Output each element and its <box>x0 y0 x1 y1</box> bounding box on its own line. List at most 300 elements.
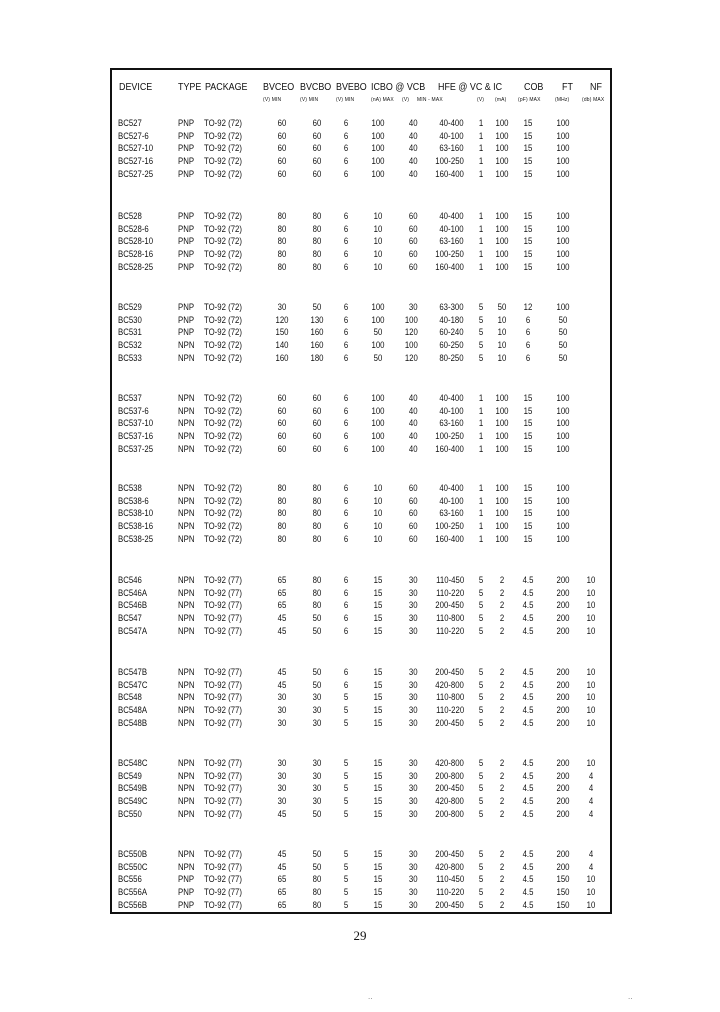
cell-package: TO-92 (77) <box>204 575 242 586</box>
datasheet-table <box>110 68 612 914</box>
cell-hfe: 200-450 <box>435 783 464 795</box>
cell-bvebo: 6 <box>343 156 349 168</box>
table-row <box>112 406 610 418</box>
cell-device: BC549C <box>118 796 148 808</box>
cell-hfe: 110-220 <box>435 625 464 637</box>
table-row <box>112 900 610 912</box>
cell-device: BC547 <box>118 613 142 625</box>
cell-icbo: 100 <box>371 340 385 352</box>
cell-ft: 200 <box>556 808 570 820</box>
cell-ic: 2 <box>499 692 505 704</box>
cell-hfe: 40-400 <box>439 211 464 222</box>
cell-icbo: 15 <box>373 899 383 911</box>
cell-package: TO-92 (72) <box>204 495 242 507</box>
cell-cob: 15 <box>523 118 533 129</box>
cell-vc: 1 <box>478 168 484 180</box>
cell-ic: 100 <box>495 143 509 155</box>
cell-cob: 15 <box>523 533 533 545</box>
cell-package: TO-92 (72) <box>204 352 242 364</box>
cell-package: TO-92 (72) <box>204 223 242 235</box>
cell-bvceo: 45 <box>277 667 287 678</box>
cell-bvceo: 80 <box>277 483 287 494</box>
cell-package: TO-92 (77) <box>204 600 242 612</box>
cell-type: NPN <box>178 796 195 808</box>
cell-hfe: 200-450 <box>435 899 464 911</box>
cell-cob: 4.5 <box>522 849 534 860</box>
cell-cob: 6 <box>525 352 531 364</box>
cell-hfe: 110-220 <box>435 587 464 599</box>
cell-vc: 5 <box>478 327 484 339</box>
cell-type: NPN <box>178 625 195 637</box>
cell-device: BC528-10 <box>118 236 154 248</box>
cell-icbo: 15 <box>373 705 383 717</box>
cell-vcb: 60 <box>409 223 418 235</box>
cell-ic: 10 <box>497 327 507 339</box>
cell-bvcbo: 50 <box>312 613 322 625</box>
cell-type: NPN <box>178 533 195 545</box>
cell-bvceo: 80 <box>277 495 287 507</box>
table-row <box>112 249 610 261</box>
table-row <box>112 224 610 236</box>
scan-speck: .. <box>368 992 373 1001</box>
cell-package: TO-92 (77) <box>204 887 242 899</box>
table-row <box>112 393 610 405</box>
cell-ft: 200 <box>556 667 570 678</box>
cell-ic: 2 <box>499 874 505 886</box>
cell-ft: 100 <box>556 521 570 533</box>
cell-bvebo: 5 <box>343 717 349 729</box>
cell-package: TO-92 (77) <box>204 899 242 911</box>
cell-hfe: 420-800 <box>435 679 464 691</box>
cell-package: TO-92 (77) <box>204 849 242 860</box>
cell-package: TO-92 (77) <box>204 679 242 691</box>
cell-package: TO-92 (77) <box>204 705 242 717</box>
cell-vc: 1 <box>478 495 484 507</box>
cell-device: BC537-25 <box>118 443 154 455</box>
cell-vc: 1 <box>478 508 484 520</box>
cell-vc: 5 <box>478 874 484 886</box>
cell-bvcbo: 80 <box>312 223 322 235</box>
cell-icbo: 100 <box>371 314 385 326</box>
cell-cob: 4.5 <box>522 625 534 637</box>
cell-vcb: 120 <box>404 327 418 339</box>
table-row <box>112 340 610 352</box>
cell-type: PNP <box>178 211 195 222</box>
cell-icbo: 15 <box>373 575 383 586</box>
cell-bvebo: 5 <box>343 692 349 704</box>
cell-ic: 2 <box>499 796 505 808</box>
cell-bvceo: 45 <box>277 849 287 860</box>
header-package: PACKAGE <box>205 81 248 93</box>
cell-ic: 10 <box>497 352 507 364</box>
cell-package: TO-92 (72) <box>204 211 242 222</box>
cell-vc: 5 <box>478 861 484 873</box>
cell-device: BC550B <box>118 849 148 860</box>
cell-hfe: 60-250 <box>439 340 464 352</box>
cell-bvceo: 60 <box>277 156 287 168</box>
table-row <box>112 262 610 274</box>
cell-bvcbo: 60 <box>312 431 322 443</box>
cell-vc: 5 <box>478 808 484 820</box>
cell-type: PNP <box>178 249 195 261</box>
cell-cob: 4.5 <box>522 705 534 717</box>
cell-vcb: 30 <box>409 625 418 637</box>
table-row <box>112 758 610 770</box>
cell-vcb: 40 <box>409 156 418 168</box>
cell-icbo: 15 <box>373 874 383 886</box>
cell-ft: 200 <box>556 796 570 808</box>
cell-vc: 5 <box>478 679 484 691</box>
cell-icbo: 10 <box>373 508 383 520</box>
unit-bvcbo: (V) MIN <box>300 97 319 103</box>
cell-bvebo: 6 <box>343 667 349 678</box>
cell-icbo: 100 <box>371 156 385 168</box>
cell-bvceo: 65 <box>277 887 287 899</box>
cell-ic: 100 <box>495 168 509 180</box>
cell-package: TO-92 (77) <box>204 808 242 820</box>
cell-icbo: 15 <box>373 849 383 860</box>
cell-cob: 15 <box>523 168 533 180</box>
cell-package: TO-92 (77) <box>204 861 242 873</box>
cell-bvceo: 80 <box>277 236 287 248</box>
cell-icbo: 10 <box>373 261 383 273</box>
table-row <box>112 600 610 612</box>
table-row <box>112 236 610 248</box>
header-ft: FT <box>562 81 573 93</box>
cell-bvceo: 80 <box>277 508 287 520</box>
cell-bvceo: 80 <box>277 261 287 273</box>
cell-bvcbo: 80 <box>312 899 322 911</box>
cell-cob: 15 <box>523 431 533 443</box>
cell-vc: 1 <box>478 405 484 417</box>
cell-type: NPN <box>178 575 195 586</box>
cell-package: TO-92 (77) <box>204 692 242 704</box>
cell-ic: 100 <box>495 431 509 443</box>
cell-bvcbo: 30 <box>312 783 322 795</box>
cell-ic: 10 <box>497 340 507 352</box>
cell-device: BC528-16 <box>118 249 154 261</box>
cell-bvebo: 6 <box>343 625 349 637</box>
table-row <box>112 626 610 638</box>
cell-device: BC550 <box>118 808 142 820</box>
cell-vcb: 30 <box>409 861 418 873</box>
cell-bvceo: 140 <box>275 340 289 352</box>
cell-vc: 1 <box>478 211 484 222</box>
cell-bvebo: 6 <box>343 249 349 261</box>
cell-vc: 5 <box>478 352 484 364</box>
cell-nf: 4 <box>588 770 594 782</box>
cell-hfe: 200-450 <box>435 717 464 729</box>
cell-device: BC546B <box>118 600 148 612</box>
cell-package: TO-92 (72) <box>204 393 242 404</box>
cell-icbo: 15 <box>373 758 383 769</box>
cell-vcb: 60 <box>409 249 418 261</box>
cell-type: NPN <box>178 340 195 352</box>
cell-vcb: 60 <box>409 521 418 533</box>
cell-device: BC546A <box>118 587 148 599</box>
cell-bvcbo: 30 <box>312 796 322 808</box>
cell-vcb: 30 <box>409 758 418 769</box>
cell-ft: 100 <box>556 211 570 222</box>
cell-bvceo: 65 <box>277 874 287 886</box>
cell-icbo: 15 <box>373 796 383 808</box>
cell-bvceo: 80 <box>277 521 287 533</box>
cell-vcb: 60 <box>409 495 418 507</box>
cell-device: BC537-6 <box>118 405 149 417</box>
cell-type: PNP <box>178 874 195 886</box>
cell-device: BC538-10 <box>118 508 154 520</box>
cell-type: NPN <box>178 352 195 364</box>
cell-hfe: 420-800 <box>435 796 464 808</box>
cell-vcb: 100 <box>404 340 418 352</box>
cell-ft: 100 <box>556 302 570 313</box>
cell-cob: 4.5 <box>522 587 534 599</box>
cell-bvcbo: 60 <box>312 405 322 417</box>
cell-type: PNP <box>178 118 195 129</box>
cell-hfe: 420-800 <box>435 758 464 769</box>
cell-icbo: 15 <box>373 600 383 612</box>
cell-cob: 4.5 <box>522 887 534 899</box>
cell-package: TO-92 (72) <box>204 327 242 339</box>
cell-bvebo: 6 <box>343 261 349 273</box>
cell-cob: 15 <box>523 236 533 248</box>
cell-nf: 10 <box>586 575 596 586</box>
cell-type: PNP <box>178 168 195 180</box>
table-row <box>112 483 610 495</box>
cell-nf: 10 <box>586 692 596 704</box>
cell-ft: 150 <box>556 874 570 886</box>
cell-bvceo: 120 <box>275 314 289 326</box>
cell-type: NPN <box>178 667 195 678</box>
cell-package: TO-92 (77) <box>204 587 242 599</box>
page-number: 29 <box>353 928 367 943</box>
header-bvcbo: BVCBO <box>300 81 332 93</box>
cell-hfe: 40-100 <box>439 223 464 235</box>
cell-type: NPN <box>178 483 195 494</box>
cell-vc: 5 <box>478 796 484 808</box>
table-row <box>112 887 610 899</box>
cell-bvebo: 5 <box>343 783 349 795</box>
cell-ic: 100 <box>495 521 509 533</box>
cell-vcb: 30 <box>409 808 418 820</box>
cell-bvceo: 80 <box>277 249 287 261</box>
table-row <box>112 353 610 365</box>
cell-bvceo: 45 <box>277 861 287 873</box>
cell-bvcbo: 60 <box>312 143 322 155</box>
cell-package: TO-92 (72) <box>204 443 242 455</box>
cell-device: BC527-16 <box>118 156 154 168</box>
cell-vc: 1 <box>478 223 484 235</box>
cell-package: TO-92 (72) <box>204 418 242 430</box>
cell-type: NPN <box>178 770 195 782</box>
cell-device: BC537-16 <box>118 431 154 443</box>
unit-ic: (mA) <box>495 97 507 103</box>
cell-bvceo: 60 <box>277 418 287 430</box>
cell-bvebo: 6 <box>343 118 349 129</box>
cell-vc: 5 <box>478 692 484 704</box>
table-row <box>112 613 610 625</box>
cell-ft: 100 <box>556 261 570 273</box>
cell-bvebo: 6 <box>343 679 349 691</box>
cell-vc: 1 <box>478 249 484 261</box>
cell-hfe: 200-800 <box>435 770 464 782</box>
cell-bvebo: 5 <box>343 770 349 782</box>
cell-cob: 4.5 <box>522 679 534 691</box>
cell-hfe: 100-250 <box>435 249 464 261</box>
table-row <box>112 862 610 874</box>
cell-bvebo: 5 <box>343 887 349 899</box>
cell-ic: 100 <box>495 533 509 545</box>
cell-device: BC547A <box>118 625 148 637</box>
cell-vc: 1 <box>478 533 484 545</box>
cell-package: TO-92 (72) <box>204 533 242 545</box>
cell-cob: 15 <box>523 393 533 404</box>
cell-ic: 2 <box>499 808 505 820</box>
cell-vcb: 30 <box>409 874 418 886</box>
cell-vc: 5 <box>478 600 484 612</box>
cell-bvcbo: 50 <box>312 302 322 313</box>
cell-vcb: 30 <box>409 613 418 625</box>
cell-nf: 10 <box>586 613 596 625</box>
cell-ft: 100 <box>556 118 570 129</box>
cell-bvcbo: 80 <box>312 874 322 886</box>
cell-vc: 5 <box>478 613 484 625</box>
cell-vcb: 40 <box>409 431 418 443</box>
cell-device: BC556B <box>118 899 148 911</box>
cell-bvebo: 6 <box>343 521 349 533</box>
cell-hfe: 40-100 <box>439 130 464 142</box>
cell-hfe: 200-450 <box>435 600 464 612</box>
cell-bvceo: 30 <box>277 758 287 769</box>
cell-vc: 1 <box>478 483 484 494</box>
cell-bvcbo: 80 <box>312 575 322 586</box>
cell-bvebo: 6 <box>343 495 349 507</box>
cell-vc: 5 <box>478 302 484 313</box>
cell-bvcbo: 80 <box>312 587 322 599</box>
cell-ic: 100 <box>495 211 509 222</box>
table-row <box>112 783 610 795</box>
cell-device: BC549B <box>118 783 148 795</box>
cell-ft: 100 <box>556 156 570 168</box>
cell-hfe: 40-180 <box>439 314 464 326</box>
cell-bvebo: 6 <box>343 600 349 612</box>
header-icbo-vcb: ICBO @ VCB <box>371 81 426 93</box>
cell-device: BC548 <box>118 692 142 704</box>
cell-bvceo: 60 <box>277 143 287 155</box>
cell-icbo: 15 <box>373 808 383 820</box>
cell-bvcbo: 50 <box>312 679 322 691</box>
cell-vcb: 30 <box>409 887 418 899</box>
header-cob: COB <box>524 81 544 93</box>
cell-package: TO-92 (72) <box>204 340 242 352</box>
cell-ic: 10 <box>497 314 507 326</box>
cell-package: TO-92 (77) <box>204 796 242 808</box>
cell-vc: 5 <box>478 887 484 899</box>
cell-ft: 200 <box>556 679 570 691</box>
cell-type: PNP <box>178 261 195 273</box>
cell-bvebo: 5 <box>343 758 349 769</box>
cell-bvcbo: 30 <box>312 692 322 704</box>
cell-hfe: 200-450 <box>435 667 464 678</box>
cell-ft: 200 <box>556 758 570 769</box>
cell-vc: 1 <box>478 521 484 533</box>
cell-ic: 100 <box>495 223 509 235</box>
cell-nf: 10 <box>586 705 596 717</box>
cell-package: TO-92 (72) <box>204 118 242 129</box>
cell-device: BC531 <box>118 327 142 339</box>
cell-vcb: 30 <box>409 575 418 586</box>
cell-device: BC532 <box>118 340 142 352</box>
cell-ft: 200 <box>556 717 570 729</box>
cell-nf: 10 <box>586 625 596 637</box>
cell-icbo: 15 <box>373 613 383 625</box>
cell-cob: 4.5 <box>522 783 534 795</box>
cell-type: NPN <box>178 431 195 443</box>
cell-package: TO-92 (72) <box>204 405 242 417</box>
cell-bvebo: 6 <box>343 533 349 545</box>
cell-vcb: 30 <box>409 849 418 860</box>
cell-nf: 10 <box>586 899 596 911</box>
cell-package: TO-92 (77) <box>204 783 242 795</box>
cell-package: TO-92 (72) <box>204 314 242 326</box>
cell-vc: 5 <box>478 758 484 769</box>
cell-bvebo: 5 <box>343 849 349 860</box>
cell-cob: 4.5 <box>522 770 534 782</box>
cell-ic: 2 <box>499 679 505 691</box>
cell-device: BC527-10 <box>118 143 154 155</box>
cell-ic: 100 <box>495 118 509 129</box>
cell-ic: 100 <box>495 418 509 430</box>
cell-vc: 1 <box>478 393 484 404</box>
cell-cob: 15 <box>523 143 533 155</box>
table-row <box>112 211 610 223</box>
cell-ic: 2 <box>499 887 505 899</box>
cell-hfe: 160-400 <box>435 533 464 545</box>
cell-type: NPN <box>178 600 195 612</box>
cell-ic: 2 <box>499 600 505 612</box>
cell-vc: 1 <box>478 156 484 168</box>
table-row <box>112 575 610 587</box>
table-row <box>112 143 610 155</box>
cell-ic: 100 <box>495 405 509 417</box>
cell-nf: 10 <box>586 758 596 769</box>
cell-ic: 2 <box>499 587 505 599</box>
cell-icbo: 100 <box>371 143 385 155</box>
cell-hfe: 40-100 <box>439 495 464 507</box>
table-row <box>112 771 610 783</box>
cell-icbo: 100 <box>371 418 385 430</box>
cell-vcb: 60 <box>409 211 418 222</box>
unit-hfe: MIN - MAX <box>417 97 443 103</box>
cell-device: BC556 <box>118 874 142 886</box>
cell-hfe: 100-250 <box>435 156 464 168</box>
cell-package: TO-92 (72) <box>204 249 242 261</box>
cell-type: PNP <box>178 314 195 326</box>
cell-vcb: 40 <box>409 405 418 417</box>
cell-hfe: 40-400 <box>439 483 464 494</box>
table-row <box>112 874 610 886</box>
cell-vc: 5 <box>478 340 484 352</box>
cell-type: NPN <box>178 808 195 820</box>
cell-package: TO-92 (72) <box>204 521 242 533</box>
cell-type: NPN <box>178 418 195 430</box>
cell-bvebo: 6 <box>343 143 349 155</box>
cell-bvceo: 60 <box>277 443 287 455</box>
cell-cob: 12 <box>523 302 533 313</box>
cell-vcb: 100 <box>404 314 418 326</box>
cell-hfe: 110-450 <box>435 874 464 886</box>
cell-bvebo: 6 <box>343 418 349 430</box>
